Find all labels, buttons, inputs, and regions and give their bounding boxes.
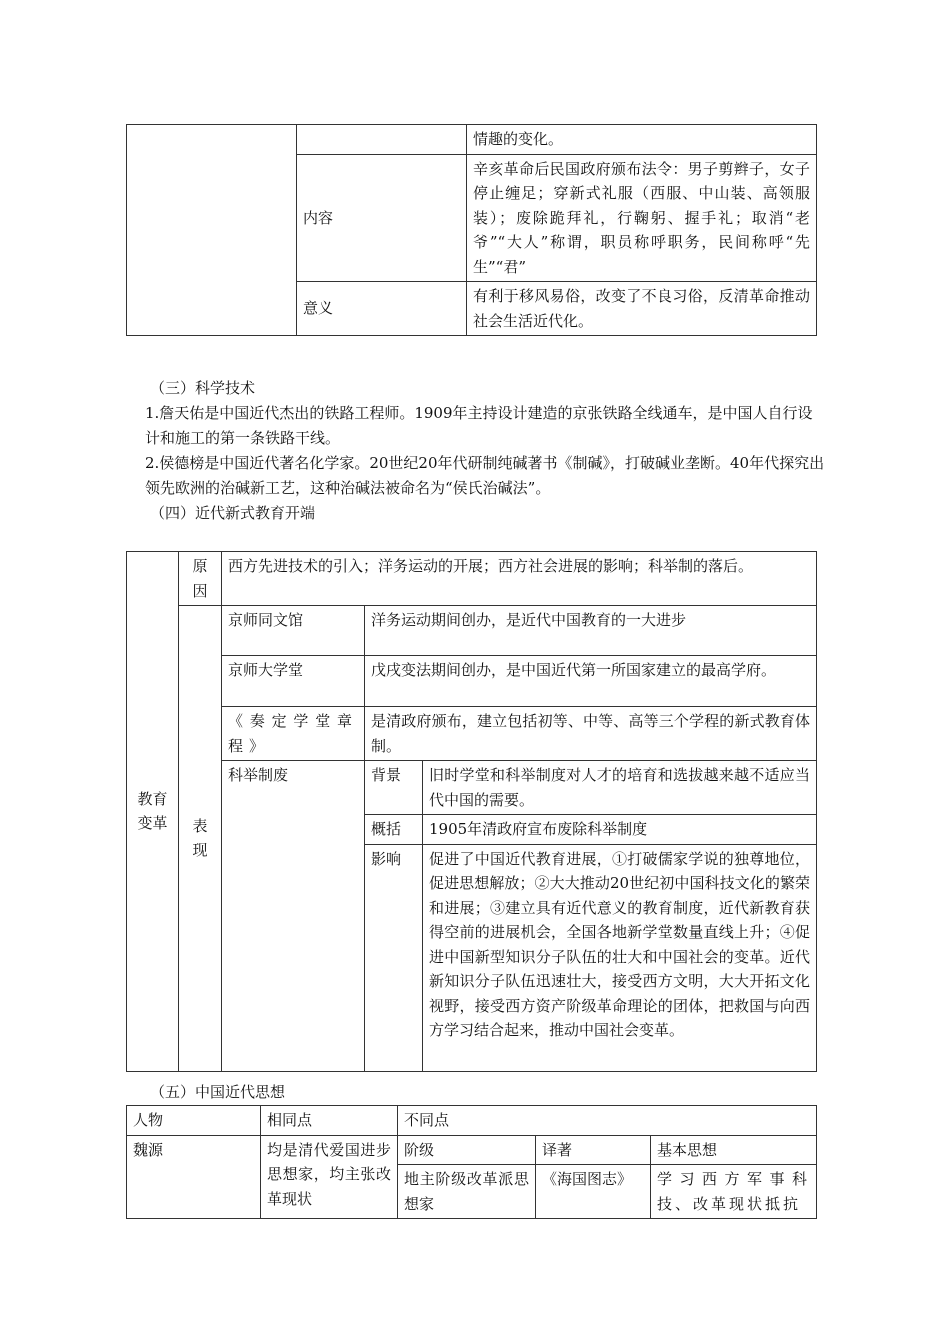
category-cell — [127, 125, 297, 336]
summary-text: 1905年清政府宣布废除科举制度 — [423, 815, 817, 845]
class-text: 地主阶级改革派思想家 — [398, 1165, 536, 1219]
keju-abolition-label: 科举制废 — [222, 761, 365, 1072]
idea-text: 学习西方军事科技、改革现状抵抗 — [651, 1165, 817, 1219]
background-text: 旧时学堂和科举制度对人才的培育和选拔越来越不适应当代中国的需要。 — [423, 761, 817, 815]
header-work: 译著 — [536, 1135, 651, 1165]
header-person: 人物 — [127, 1106, 261, 1136]
zhangcheng-text: 是清政府颁布，建立包括初等、中等、高等三个学程的新式教育体制。 — [365, 707, 817, 761]
header-same: 相同点 — [261, 1106, 398, 1136]
content-label: 内容 — [297, 154, 467, 282]
zhangcheng-label: 《奏定学堂章程》 — [222, 707, 365, 761]
daxuetang-label: 京师大学堂 — [222, 656, 365, 707]
background-label: 背景 — [365, 761, 423, 815]
header-idea: 基本思想 — [651, 1135, 817, 1165]
meaning-text: 有利于移风易俗，改变了不良习俗，反清革命推动社会生活近代化。 — [467, 282, 817, 336]
summary-label: 概括 — [365, 815, 423, 845]
tongwenguan-text: 洋务运动期间创办，是近代中国教育的一大进步 — [365, 606, 817, 656]
social-customs-table — [126, 124, 817, 336]
section5-heading: （五）中国近代思想 — [150, 1083, 286, 1101]
section3-paragraph-2: 2.侯德榜是中国近代著名化学家。20世纪20年代研制纯碱著书《制碱》，打破碱业垄断。40年代探究出领先欧洲的治碱新工艺，这种治碱法被命名为“侯氏治碱法”。 — [145, 454, 825, 497]
meaning-label: 意义 — [297, 282, 467, 336]
reason-text: 西方先进技术的引入；洋务运动的开展；西方社会进展的影响；科举制的落后。 — [222, 552, 817, 606]
empty-cell — [297, 125, 467, 155]
person-weiyuan: 魏源 — [127, 1135, 261, 1219]
content-text: 辛亥革命后民国政府颁布法令：男子剪辫子，女子停止缠足；穿新式礼服（西服、中山装、高领服装）；废除跪拜礼，行鞠躬、握手礼；取消“老爷”“大人”称谓，职员称呼职务，民间称呼“先生”“君” — [467, 154, 817, 282]
daxuetang-text: 戊戌变法期间创办，是中国近代第一所国家建立的最高学府。 — [365, 656, 817, 707]
thought-table — [126, 1105, 817, 1219]
section3-paragraph-1: 1.詹天佑是中国近代杰出的铁路工程师。1909年主持设计建造的京张铁路全线通车，是中国人自行设计和施工的第一条铁路干线。 — [145, 404, 813, 447]
education-table — [126, 551, 817, 1072]
same-points-text: 均是清代爱国进步思想家，均主张改革现状 — [261, 1135, 398, 1219]
performance-label: 表现 — [179, 606, 222, 1072]
reason-label: 原因 — [179, 552, 222, 606]
section4-heading: （四）近代新式教育开端 — [150, 504, 316, 522]
impact-text: 促进了中国近代教育进展，①打破儒家学说的独尊地位，促进思想解放；②大大推动20世纪初中国科技文化的繁荣和进展；③建立具有近代意义的教育制度，近代新教育获得空前的进展机会，全国各地新学堂数量直线上升；④促进中国新型知识分子队伍的壮大和中国社会的变革。近代新知识分子队伍迅速壮大，接受西方文明，大大开拓文化视野，接受西方资产阶级革命理论的团体，把救国与向西方学习结合起来，推动中国社会变革。 — [423, 844, 817, 1071]
impact-label: 影响 — [365, 844, 423, 1071]
section3-heading: （三）科学技术 — [150, 379, 256, 397]
header-class: 阶级 — [398, 1135, 536, 1165]
work-text: 《海国图志》 — [536, 1165, 651, 1219]
education-reform-label: 教育变革 — [127, 552, 179, 1072]
header-different: 不同点 — [398, 1106, 817, 1136]
row0-text: 情趣的变化。 — [467, 125, 817, 155]
tongwenguan-label: 京师同文馆 — [222, 606, 365, 656]
